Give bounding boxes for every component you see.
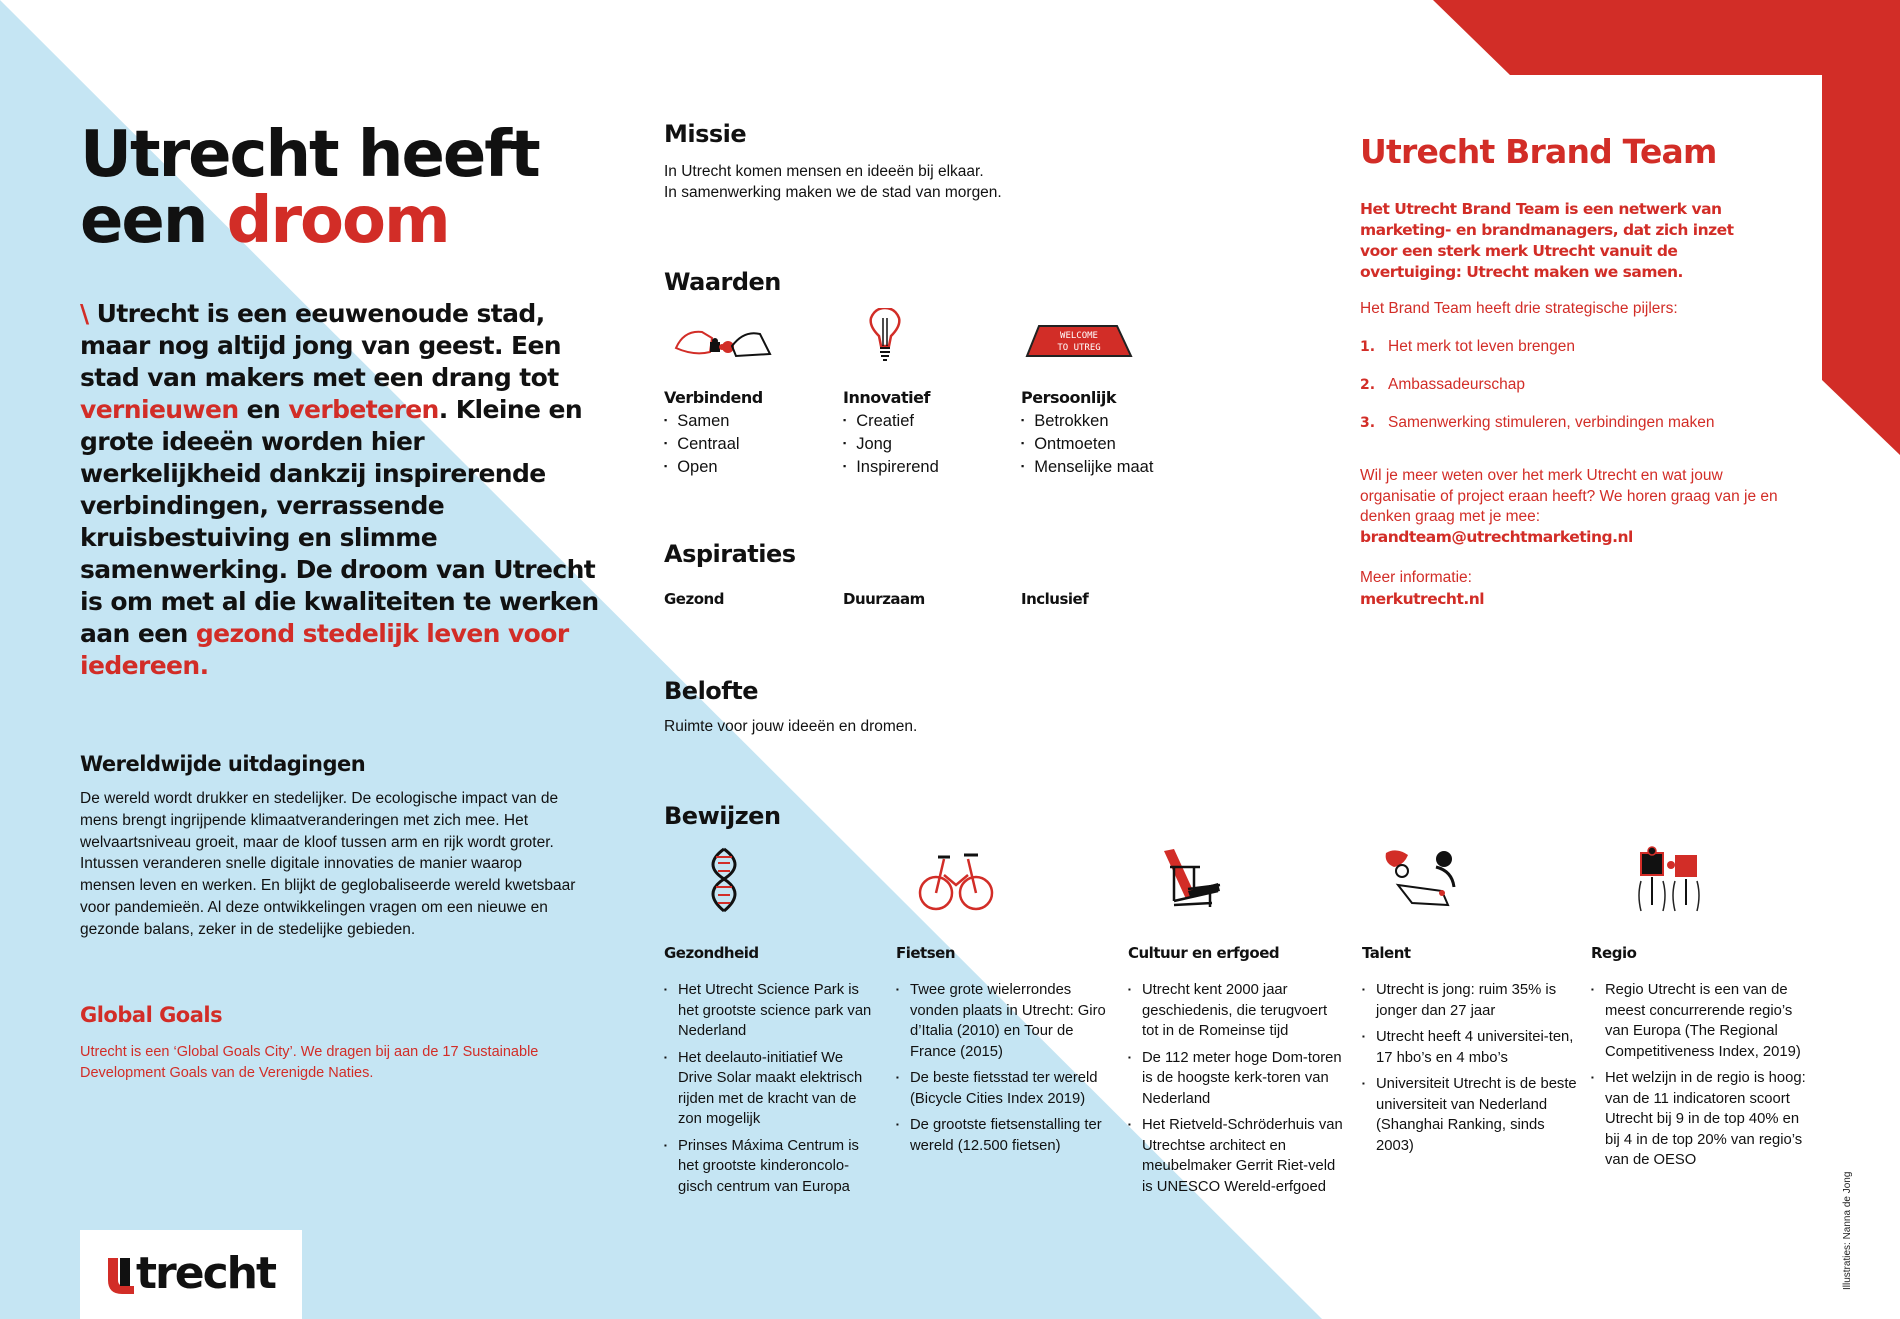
proof-label: Regio	[1591, 944, 1637, 962]
brand-team-lead: Het Utrecht Brand Team is een netwerk van marketing- en brandmanagers, dat zich inzet voor een sterk merk Utrecht vanuit de overtuiging: Utrecht maken we samen.	[1360, 200, 1734, 281]
intro-highlight: gezond stedelijk leven voor iedereen.	[80, 619, 569, 680]
value-bullets	[664, 409, 844, 478]
bullet-item: ▪ De beste fietsstad ter wereld (Bicycle Cities Index 2019)	[896, 1068, 1111, 1109]
bullet-item: ▪ Jong	[843, 432, 1023, 455]
pillar-item	[1360, 414, 1715, 452]
bullet-item: ▪ Regio Utrecht is een van de meest concurrerende regio’s van Europa (The Regional Competitiveness Index, 2019)	[1591, 980, 1806, 1062]
dna-icon	[664, 845, 784, 915]
bullet-item: ▪ Centraal	[664, 432, 844, 455]
bullet-item: ▪ Utrecht is jong: ruim 35% is jonger dan 27 jaar	[1362, 980, 1577, 1021]
welcome-mat-icon	[1021, 308, 1141, 368]
missie-title: Missie	[664, 120, 747, 148]
bullet-item: ▪ Het Rietveld-Schröderhuis van Utrechtse architect en meubelmaker Gerrit Riet-veld is UNESCO Wereld-erfgoed	[1128, 1115, 1343, 1197]
bullet-item: ▪ Menselijke maat	[1021, 455, 1201, 478]
missie-text	[664, 161, 1002, 203]
page-title	[80, 118, 539, 258]
proof-label: Fietsen	[896, 944, 956, 962]
utrecht-u-logo-icon	[106, 1256, 136, 1296]
proof-cultuur	[1128, 845, 1343, 1203]
bewijzen-title: Bewijzen	[664, 802, 781, 830]
bullet-item: ▪ Het deelauto-initiatief We Drive Solar maakt elektrisch rijden met de kracht van de zon mogelijk	[664, 1048, 879, 1130]
value-persoonlijk	[1021, 308, 1201, 478]
puzzle-hands-icon	[664, 308, 784, 368]
brand-team-title: Utrecht Brand Team	[1360, 132, 1717, 171]
pillar-text: Ambassadeurschap	[1388, 376, 1525, 393]
value-label: Verbindend	[664, 388, 763, 407]
bullet-item: ▪ De grootste fietsenstalling ter wereld (12.500 fietsen)	[896, 1115, 1111, 1156]
global-goals-title: Global Goals	[80, 1003, 223, 1027]
global-goals-body: Utrecht is een ‘Global Goals City’. We dragen bij aan de 17 Sustainable Development Goals van de Verenigde Naties.	[80, 1044, 539, 1081]
contact-text: Wil je meer weten over het merk Utrecht en wat jouw organisatie of project eraan heeft? We horen graag van je en denken graag met je mee:	[1360, 467, 1778, 525]
email-link[interactable]: brandteam@utrechtmarketing.nl	[1360, 528, 1633, 546]
proof-bullets	[664, 980, 879, 1197]
challenges-title: Wereldwijde uitdagingen	[80, 752, 366, 776]
students-icon	[1362, 845, 1482, 915]
rietveld-chair-icon	[1128, 845, 1248, 915]
pillar-number: 1.	[1360, 339, 1376, 355]
challenges-body: De wereld wordt drukker en stedelijker. De ecologische impact van de mens brengt ingrijpende klimaatveranderingen met zich mee. Het welvaartsniveau groeit, maar de kloof tussen arm en rijk wordt groter. Intussen veranderen snelle digitale innovaties de manier waarop mensen leven en werken. En blijkt de geglobaliseerde wereld kwetsbaar voor pandemieën. Al deze ontwikkelingen vragen om een nieuwe en gezonde balans, zeker in de stedelijke gebieden.	[80, 790, 576, 938]
proof-gezondheid	[664, 845, 879, 1203]
aspiraties-title: Aspiraties	[664, 540, 796, 568]
bullet-item: ▪ Ontmoeten	[1021, 432, 1201, 455]
belofte-title: Belofte	[664, 677, 758, 705]
proof-talent	[1362, 845, 1577, 1162]
bullet-item: ▪ Utrecht kent 2000 jaar geschiedenis, die terugvoert tot in de Romeinse tijd	[1128, 980, 1343, 1042]
pillar-item	[1360, 338, 1715, 376]
value-verbindend	[664, 308, 844, 478]
missie-line: In Utrecht komen mensen en ideeën bij elkaar.	[664, 163, 984, 180]
belofte-text: Ruimte voor jouw ideeën en dromen.	[664, 718, 918, 735]
slash-mark: \	[80, 299, 89, 328]
aspiratie-item: Inclusief	[1021, 590, 1089, 608]
proof-label: Cultuur en erfgoed	[1128, 944, 1280, 962]
intro-text: en	[238, 395, 289, 424]
proof-bullets	[1591, 980, 1806, 1171]
proof-bullets	[896, 980, 1111, 1156]
bullet-item: ▪ Twee grote wielerrondes vonden plaats in Utrecht: Giro d’Italia (2010) en Tour de France (2015)	[896, 980, 1111, 1062]
bullet-item: ▪ Prinses Máxima Centrum is het grootste kinderoncolo-gisch centrum van Europa	[664, 1136, 879, 1198]
bullet-item: ▪ Creatief	[843, 409, 1023, 432]
pillar-item	[1360, 376, 1715, 414]
proof-bullets	[1128, 980, 1343, 1197]
bullet-item: ▪ Universiteit Utrecht is de beste universiteit van Nederland (Shanghai Ranking, sinds 2003)	[1362, 1074, 1577, 1156]
value-innovatief	[843, 308, 1023, 478]
intro-highlight: verbeteren	[288, 395, 439, 424]
proof-fietsen	[896, 845, 1111, 1162]
pillar-text: Het merk tot leven brengen	[1388, 338, 1575, 355]
bicycle-icon	[896, 845, 1016, 915]
mat-text: TO UTREG	[1057, 343, 1101, 353]
utrecht-logo	[80, 1230, 302, 1319]
pillars-intro: Het Brand Team heeft drie strategische pijlers:	[1360, 300, 1678, 317]
bullet-item: ▪ Open	[664, 455, 844, 478]
proof-label: Gezondheid	[664, 944, 759, 962]
mat-text: WELCOME	[1060, 331, 1098, 341]
value-bullets	[843, 409, 1023, 478]
bullet-item: ▪ Samen	[664, 409, 844, 432]
value-label: Innovatief	[843, 388, 930, 407]
bullet-item: ▪ De 112 meter hoge Dom-toren is de hoogste kerk-toren van Nederland	[1128, 1048, 1343, 1110]
pillars-list	[1360, 338, 1715, 452]
bullet-item: ▪ Het Utrecht Science Park is het grootste science park van Nederland	[664, 980, 879, 1042]
intro-text: . Kleine en grote ideeën worden hier werkelijkheid dankzij inspirerende verbindingen, verrassende kruisbestuiving en slimme samenwerking. De droom van Utrecht is om met al die kwaliteiten te werken aan een	[80, 395, 599, 648]
bullet-item: ▪ Utrecht heeft 4 universitei-ten, 17 hbo’s en 4 mbo’s	[1362, 1027, 1577, 1068]
pillar-number: 2.	[1360, 377, 1376, 393]
title-line-2: een	[80, 184, 227, 258]
title-line-1: Utrecht heeft	[80, 118, 539, 192]
pillar-number: 3.	[1360, 415, 1376, 431]
intro-highlight: vernieuwen	[80, 395, 239, 424]
intro-text: Utrecht is een eeuwenoude stad, maar nog altijd jong van geest. Een stad van makers met een drang tot	[80, 299, 562, 392]
missie-line: In samenwerking maken we de stad van morgen.	[664, 184, 1002, 201]
bullet-item: ▪ Betrokken	[1021, 409, 1201, 432]
more-info-label: Meer informatie:	[1360, 569, 1472, 586]
waarden-title: Waarden	[664, 268, 781, 296]
logo-wordmark: trecht	[136, 1248, 276, 1299]
intro-statement	[80, 298, 600, 682]
proof-label: Talent	[1362, 944, 1411, 962]
puzzle-people-icon	[1591, 845, 1711, 915]
value-label: Persoonlijk	[1021, 388, 1116, 407]
aspiratie-item: Duurzaam	[843, 590, 925, 608]
aspiratie-item: Gezond	[664, 590, 724, 608]
proof-bullets	[1362, 980, 1577, 1156]
bullet-item: ▪ Het welzijn in de regio is hoog: van de 11 indicatoren scoort Utrecht bij 9 in de top 40% en bij 4 in de top 20% van regio’s van de OESO	[1591, 1068, 1806, 1171]
proof-regio	[1591, 845, 1806, 1177]
website-link[interactable]: merkutrecht.nl	[1360, 590, 1485, 608]
pillar-text: Samenwerking stimuleren, verbindingen maken	[1388, 414, 1715, 431]
illustration-credit: Illustraties: Nanna de Jong	[1842, 1171, 1853, 1290]
value-bullets	[1021, 409, 1201, 478]
bullet-item: ▪ Inspirerend	[843, 455, 1023, 478]
title-highlight: droom	[226, 184, 449, 258]
lightbulb-icon	[833, 308, 953, 368]
